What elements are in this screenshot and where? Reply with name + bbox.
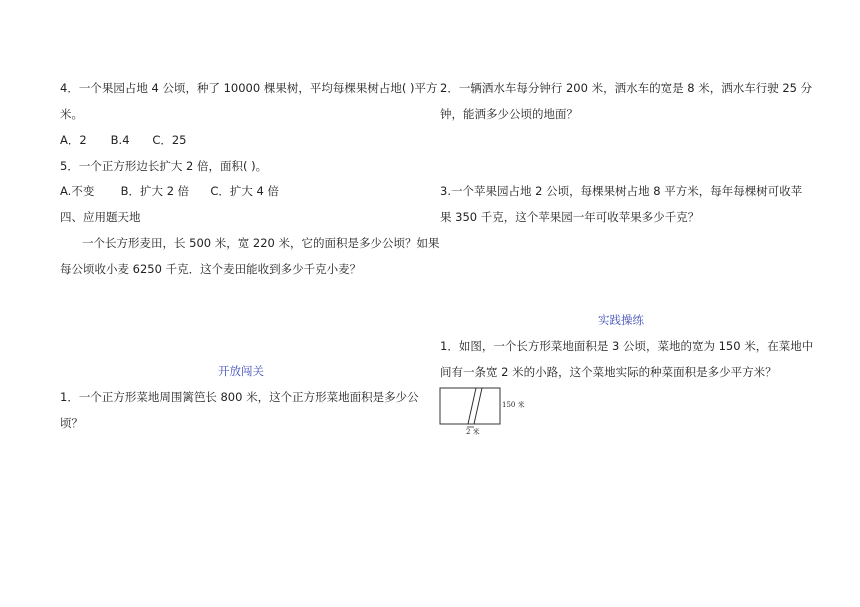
q4-option-b: B.4 — [110, 133, 130, 147]
practice-q1-line1: 1．如图，一个长方形菜地面积是 3 公顷，菜地的宽为 150 米，在菜地中 — [440, 339, 814, 353]
practice-q1-line2: 间有一条宽 2 米的小路，这个菜地实际的种菜面积是多少平方米？ — [440, 365, 777, 379]
open-q1-line2: 顷？ — [60, 416, 83, 430]
application-line1: 一个长方形麦田，长 500 米，宽 220 米，它的面积是多少公顷？如果 — [82, 236, 440, 250]
path-label: 2 米 — [466, 428, 480, 436]
practice-heading: 实践操练 — [598, 313, 644, 327]
q4-options — [60, 127, 186, 153]
q2-line1: 2．一辆洒水车每分钟行 200 米，洒水车的宽是 8 米，洒水车行驶 25 分 — [440, 81, 813, 95]
q4-line1: 4．一个果园占地 4 公顷，种了 10000 棵果树，平均每棵果树占地( )平方 — [60, 81, 438, 95]
q3-line2: 果 350 千克，这个苹果园一年可收苹果多少千克？ — [440, 210, 700, 224]
section-four-heading: 四、应用题天地 — [60, 210, 141, 224]
q5-options — [60, 178, 279, 204]
width-label: 150 米 — [502, 401, 525, 409]
application-line2: 每公顷收小麦 6250 千克．这个麦田能收到多少千克小麦？ — [60, 262, 362, 276]
field-diagram — [438, 386, 538, 436]
q5-stem: 5．一个正方形边长扩大 2 倍，面积( )。 — [60, 159, 268, 173]
q5-option-b: B．扩大 2 倍 — [120, 184, 190, 198]
q4-option-c: C．25 — [152, 133, 187, 147]
open-q1-line1: 1．一个正方形菜地周围篱笆长 800 米，这个正方形菜地面积是多少公 — [60, 390, 419, 404]
q5-option-c: C．扩大 4 倍 — [210, 184, 279, 198]
field-rectangle — [440, 388, 500, 424]
open-heading: 开放闯关 — [218, 364, 264, 378]
q4-option-a: A．2 — [60, 133, 87, 147]
q4-line2: 米。 — [60, 107, 83, 121]
q2-line2: 钟，能洒多少公顷的地面？ — [440, 107, 578, 121]
q5-option-a: A.不变 — [60, 184, 95, 198]
q3-line1: 3.一个苹果园占地 2 公顷，每棵果树占地 8 平方米，每年每棵树可收苹 — [440, 184, 803, 198]
